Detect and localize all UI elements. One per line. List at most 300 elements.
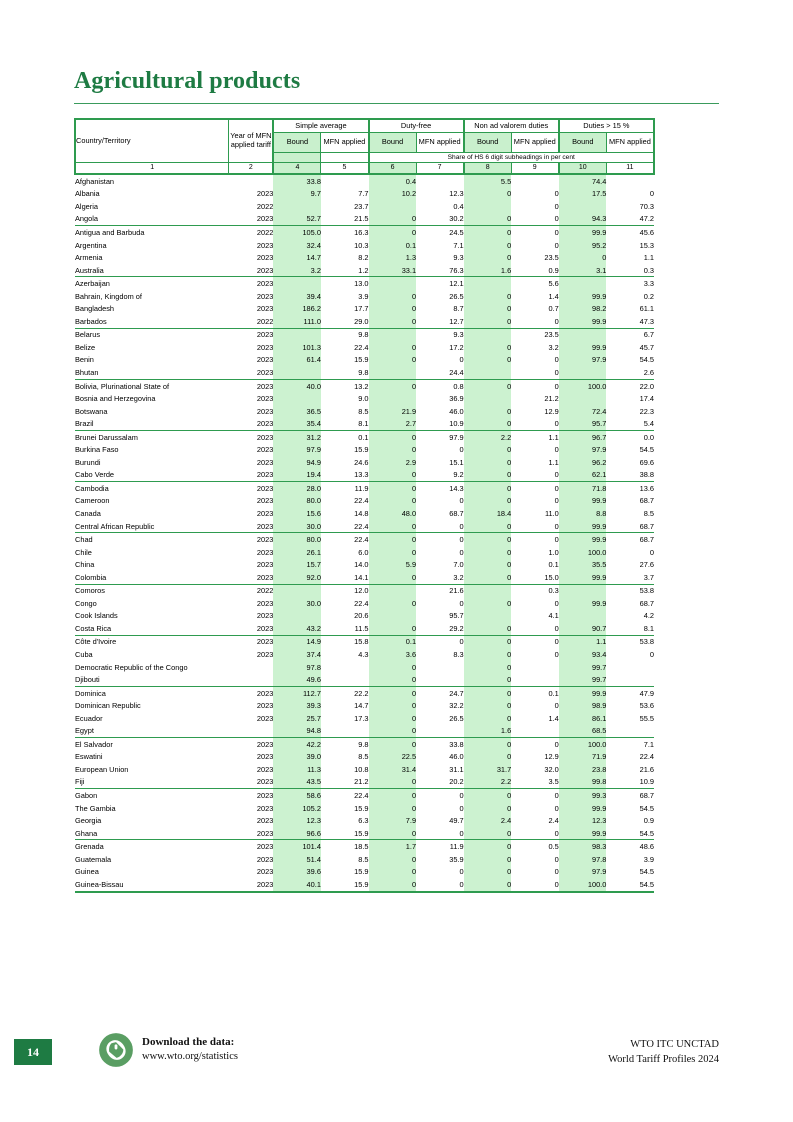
cell-year: 2023	[256, 253, 274, 263]
cell-value: 0	[464, 597, 512, 610]
cell-value: 10.8	[354, 764, 369, 774]
cell-year: 2023	[229, 827, 274, 840]
cell-value: 4.1	[548, 611, 559, 621]
cell-value	[464, 200, 512, 213]
cell-value: 22.0	[639, 381, 654, 391]
cell-value: 15.0	[511, 571, 559, 584]
cell-value: 54.5	[639, 355, 654, 365]
cell-country: Chile	[75, 547, 92, 557]
cell-country: Central African Republic	[75, 520, 229, 533]
cell-value: 68.7	[639, 535, 654, 545]
cell-value: 0	[464, 520, 512, 533]
table-row	[75, 507, 654, 520]
cell-value	[416, 725, 464, 738]
table-row	[75, 584, 654, 597]
cell-value: 93.4	[559, 648, 607, 661]
cell-value	[369, 200, 417, 213]
colnum-7: 7	[416, 163, 464, 175]
cell-country: Botswana	[75, 406, 108, 416]
cell-country: European Union	[75, 764, 129, 774]
cell-value: 17.3	[354, 713, 369, 723]
cell-value: 8.5	[358, 406, 369, 416]
cell-value: 0	[369, 533, 417, 546]
cell-value: 0	[554, 854, 559, 864]
cell-value: 80.0	[273, 495, 321, 508]
cell-value: 1.7	[369, 840, 417, 853]
cell-value: 13.0	[354, 279, 369, 289]
table-row	[75, 290, 654, 303]
table-row	[75, 213, 654, 226]
cell-year: 2023	[256, 650, 274, 659]
table-row	[75, 725, 654, 738]
cell-value: 0.7	[548, 304, 559, 314]
cell-value: 39.6	[273, 866, 321, 879]
cell-value: 22.3	[639, 406, 654, 416]
cell-value: 0	[459, 791, 464, 801]
table-row	[75, 597, 654, 610]
cell-value: 0	[369, 482, 417, 495]
cell-value: 32.4	[273, 239, 321, 252]
cell-value: 0	[464, 866, 512, 879]
cell-value	[416, 661, 464, 674]
cell-value: 99.9	[559, 520, 607, 533]
cell-value: 14.1	[321, 571, 369, 584]
cell-value: 18.4	[464, 507, 512, 520]
cell-country: Democratic Republic of the Congo	[75, 662, 188, 672]
cell-value: 99.9	[559, 290, 607, 303]
colnum-9: 9	[511, 163, 559, 175]
cell-value: 14.0	[354, 560, 369, 570]
cell-value: 0	[369, 354, 417, 367]
cell-country: Costa Rica	[75, 622, 229, 635]
cell-value	[511, 661, 559, 674]
cell-year: 2023	[256, 394, 274, 404]
cell-value	[511, 725, 559, 738]
cell-value: 0	[369, 213, 417, 226]
cell-country: Ghana	[75, 827, 229, 840]
cell-value: 1.2	[321, 264, 369, 277]
cell-value: 0	[554, 381, 559, 391]
cell-value: 0	[416, 827, 464, 840]
cell-value: 51.4	[273, 853, 321, 866]
cell-value: 7.7	[358, 189, 369, 199]
header-group-simple-average: Simple average	[273, 119, 368, 133]
cell-value: 0	[554, 791, 559, 801]
cell-value	[273, 610, 321, 623]
cell-value: 101.4	[273, 840, 321, 853]
cell-year: 2023	[256, 842, 274, 852]
cell-value: 54.5	[639, 445, 654, 455]
cell-value: 29.0	[321, 315, 369, 328]
cell-value: 0	[464, 661, 512, 674]
cell-value: 0	[464, 469, 512, 482]
table-row	[75, 302, 654, 315]
cell-value: 99.3	[559, 789, 607, 802]
table-row	[75, 853, 654, 866]
cell-year: 2023	[256, 406, 274, 416]
cell-value: 8.5	[358, 752, 369, 762]
page-title: Agricultural products	[74, 68, 301, 94]
cell-value: 5.6	[548, 279, 559, 289]
cell-value: 2.9	[369, 456, 417, 469]
cell-country: Dominican Republic	[75, 701, 141, 711]
cell-country: Chad	[75, 535, 93, 545]
cell-value: 53.8	[639, 586, 654, 596]
cell-year	[229, 174, 274, 188]
cell-value: 24.5	[449, 227, 464, 237]
cell-value	[321, 661, 369, 674]
cell-value: 0	[464, 558, 512, 571]
cell-value: 1.3	[369, 251, 417, 264]
cell-value: 43.2	[273, 622, 321, 635]
cell-value: 0	[369, 738, 417, 751]
cell-value: 0	[464, 354, 512, 367]
cell-value: 0	[464, 456, 512, 469]
cell-value: 0	[511, 827, 559, 840]
cell-country: Dominica	[75, 688, 106, 698]
cell-year: 2023	[256, 189, 274, 199]
cell-value: 2.4	[548, 816, 559, 826]
cell-value	[511, 673, 559, 686]
cell-value: 0	[464, 827, 512, 840]
cell-country: Barbados	[75, 315, 229, 328]
cell-value: 21.9	[369, 405, 417, 418]
cell-country: Ecuador	[75, 713, 103, 723]
cell-value	[559, 584, 607, 597]
cell-value: 0	[464, 622, 512, 635]
cell-value: 99.9	[559, 802, 607, 815]
cell-value: 12.3	[559, 814, 607, 827]
colnum-4: 4	[273, 163, 321, 175]
cell-value: 15.1	[449, 457, 464, 467]
cell-value: 12.7	[416, 315, 464, 328]
cell-value: 97.9	[559, 443, 607, 456]
cell-value: 15.6	[273, 507, 321, 520]
cell-value: 36.9	[449, 394, 464, 404]
cell-value: 32.0	[544, 764, 559, 774]
cell-value: 54.5	[606, 878, 654, 892]
cell-value: 0	[464, 482, 512, 495]
cell-value: 23.5	[544, 330, 559, 340]
cell-value: 25.7	[273, 712, 321, 725]
cell-year: 2023	[256, 304, 274, 314]
table-row	[75, 673, 654, 686]
cell-country: Bahrain, Kingdom of	[75, 291, 142, 301]
table-row	[75, 392, 654, 405]
cell-value: 23.7	[354, 201, 369, 211]
cell-year: 2023	[256, 508, 274, 518]
cell-year: 2023	[256, 560, 274, 570]
cell-value: 1.6	[464, 264, 512, 277]
cell-year: 2023	[256, 791, 274, 801]
cell-country: Bhutan	[75, 366, 229, 379]
cell-value	[559, 610, 607, 623]
cell-value: 0	[369, 226, 417, 239]
table-row	[75, 469, 654, 482]
download-url[interactable]: www.wto.org/statistics	[142, 1051, 238, 1063]
table-row	[75, 533, 654, 546]
cell-year: 2023	[256, 854, 274, 864]
cell-value: 0	[554, 445, 559, 455]
header-sub-bound-duties15: Bound	[559, 133, 607, 153]
cell-country: Afghanistan	[75, 176, 115, 186]
table-row	[75, 456, 654, 469]
cell-value: 9.8	[358, 330, 369, 340]
cell-value: 69.6	[639, 457, 654, 467]
cell-value: 46.0	[449, 752, 464, 762]
cell-value	[559, 392, 607, 405]
cell-value: 100.0	[559, 878, 607, 892]
cell-value: 96.6	[273, 827, 321, 840]
cell-value: 21.2	[321, 776, 369, 789]
cell-country: Côte d'Ivoire	[75, 637, 117, 647]
cell-value: 17.2	[449, 342, 464, 352]
cell-year: 2023	[256, 496, 274, 506]
cell-year: 2023	[256, 240, 274, 250]
cell-value: 1.1	[548, 432, 559, 442]
cell-value: 3.5	[511, 776, 559, 789]
cell-value: 0	[554, 189, 559, 199]
cell-value: 0	[511, 878, 559, 892]
cell-value: 39.0	[273, 751, 321, 764]
cell-value: 99.9	[559, 341, 607, 354]
cell-value: 0	[511, 520, 559, 533]
cell-country: Cambodia	[75, 483, 109, 493]
table-row	[75, 328, 654, 341]
cell-value: 0	[369, 495, 417, 508]
cell-value: 10.9	[606, 776, 654, 789]
cell-value: 11.9	[354, 483, 369, 493]
cell-value: 0	[369, 520, 417, 533]
cell-country: Brunei Darussalam	[75, 432, 138, 442]
cell-value: 45.7	[639, 342, 654, 352]
cell-value: 0.4	[369, 174, 417, 188]
cell-value: 27.6	[639, 560, 654, 570]
cell-value	[273, 584, 321, 597]
cell-value: 98.2	[559, 302, 607, 315]
header-year: Year of MFN applied tariff	[229, 119, 274, 163]
cell-value: 0.0	[643, 432, 654, 442]
cell-value: 49.6	[273, 673, 321, 686]
cell-value: 13.3	[321, 469, 369, 482]
cell-value: 0.9	[643, 816, 654, 826]
table-header	[75, 119, 654, 174]
cell-value: 3.2	[273, 264, 321, 277]
cell-country: Cameroon	[75, 496, 110, 506]
cell-value: 0	[369, 878, 417, 892]
cell-country: Georgia	[75, 816, 102, 826]
cell-value: 47.9	[639, 688, 654, 698]
cell-year: 2022	[256, 586, 274, 596]
cell-value: 42.2	[273, 738, 321, 751]
cell-country: Fiji	[75, 776, 229, 789]
cell-year: 2023	[256, 611, 274, 621]
cell-value: 1.6	[464, 725, 512, 738]
colnum-8: 8	[464, 163, 512, 175]
cell-value: 0	[459, 598, 464, 608]
cell-year: 2023	[256, 535, 274, 545]
cell-value: 33.1	[369, 264, 417, 277]
cell-value: 0	[464, 213, 512, 226]
cell-value: 0	[369, 290, 417, 303]
cell-country: Gabon	[75, 791, 98, 801]
cell-value: 31.7	[464, 763, 512, 776]
cell-year: 2023	[256, 445, 274, 455]
cell-value: 0	[369, 430, 417, 443]
cell-year: 2023	[256, 739, 274, 749]
header-country: Country/Territory	[75, 119, 229, 163]
table-row	[75, 430, 654, 443]
table-row	[75, 699, 654, 712]
cell-value: 111.0	[273, 315, 321, 328]
cell-value: 7.9	[369, 814, 417, 827]
table-row	[75, 354, 654, 367]
cell-value: 58.6	[273, 789, 321, 802]
table-row	[75, 648, 654, 661]
table-row	[75, 482, 654, 495]
cell-value: 8.1	[606, 622, 654, 635]
cell-country: Belize	[75, 342, 96, 352]
cell-value: 6.3	[358, 816, 369, 826]
cell-value: 74.4	[559, 174, 607, 188]
table-row	[75, 789, 654, 802]
cell-value: 2.6	[606, 366, 654, 379]
cell-value: 99.9	[559, 686, 607, 699]
cell-value: 26.5	[449, 291, 464, 301]
cell-value: 99.9	[559, 571, 607, 584]
cell-country: Belarus	[75, 330, 101, 340]
cell-value: 0	[554, 483, 559, 493]
cell-value: 54.5	[639, 803, 654, 813]
cell-country: Argentina	[75, 240, 107, 250]
cell-value: 11.0	[544, 508, 559, 518]
cell-value	[321, 673, 369, 686]
organisations-line: WTO ITC UNCTAD	[630, 1039, 719, 1050]
cell-value: 71.9	[559, 751, 607, 764]
download-data-block[interactable]	[98, 1032, 238, 1068]
table-row	[75, 712, 654, 725]
cell-value: 19.4	[273, 469, 321, 482]
cell-year	[229, 661, 274, 674]
cell-country: Comoros	[75, 586, 105, 596]
cell-value: 105.2	[273, 802, 321, 815]
cell-value	[273, 277, 321, 290]
cell-value	[416, 174, 464, 188]
cell-value	[606, 661, 654, 674]
cell-value: 3.9	[643, 854, 654, 864]
cell-value: 99.8	[559, 776, 607, 789]
cell-value: 0	[464, 789, 512, 802]
cell-value: 33.8	[273, 174, 321, 188]
cell-value: 15.3	[639, 240, 654, 250]
cell-year: 2023	[229, 264, 274, 277]
page-number-badge: 14	[14, 1039, 52, 1065]
cell-value: 0.2	[643, 291, 654, 301]
cell-value: 30.0	[273, 597, 321, 610]
cell-value: 23.8	[559, 763, 607, 776]
cell-year: 2023	[229, 878, 274, 892]
cell-value: 40.0	[273, 379, 321, 392]
cell-value: 21.2	[544, 394, 559, 404]
cell-value: 8.1	[321, 417, 369, 430]
cell-year: 2023	[256, 432, 274, 442]
cell-year: 2022	[256, 227, 274, 237]
cell-value: 9.8	[321, 366, 369, 379]
table-row	[75, 878, 654, 892]
table-row	[75, 341, 654, 354]
cell-value	[369, 366, 417, 379]
table-body	[75, 174, 654, 892]
cell-value: 24.6	[354, 457, 369, 467]
table-row	[75, 840, 654, 853]
cell-value: 0	[464, 533, 512, 546]
cell-value: 11.5	[321, 622, 369, 635]
cell-country: Angola	[75, 213, 229, 226]
cell-country: Egypt	[75, 725, 229, 738]
cell-country: El Salvador	[75, 739, 113, 749]
cell-value: 112.7	[273, 686, 321, 699]
cell-value: 0	[649, 650, 654, 659]
cell-value: 35.9	[449, 854, 464, 864]
cell-value: 30.2	[416, 213, 464, 226]
cell-value: 53.8	[639, 637, 654, 647]
cell-value: 0	[369, 443, 417, 456]
cell-value: 18.5	[354, 842, 369, 852]
cell-value: 100.0	[559, 546, 607, 559]
cell-value: 9.0	[358, 394, 369, 404]
cell-year: 2022	[256, 201, 274, 211]
cell-value: 0	[369, 789, 417, 802]
cell-value: 0	[459, 355, 464, 365]
table-row	[75, 635, 654, 648]
cell-value: 5.9	[369, 558, 417, 571]
header-sub-mfn-nonadval: MFN applied	[511, 133, 559, 153]
cell-value: 0	[369, 571, 417, 584]
cell-value: 21.6	[449, 586, 464, 596]
cell-value: 0	[369, 661, 417, 674]
cell-value: 92.0	[273, 571, 321, 584]
cell-country: Congo	[75, 598, 97, 608]
cell-value: 11.3	[273, 763, 321, 776]
cell-value: 68.7	[639, 496, 654, 506]
cell-value: 5.4	[606, 417, 654, 430]
cell-country: Guinea	[75, 867, 99, 877]
cell-value: 3.7	[606, 571, 654, 584]
cell-value: 0	[554, 637, 559, 647]
cell-value: 96.7	[559, 430, 607, 443]
colnum-11: 11	[606, 163, 654, 175]
cell-value: 0	[369, 712, 417, 725]
cell-value: 97.8	[273, 661, 321, 674]
cell-value: 0.3	[548, 586, 559, 596]
cell-year: 2022	[229, 315, 274, 328]
cell-value: 12.3	[449, 189, 464, 199]
cell-value	[273, 392, 321, 405]
cell-value: 0	[459, 535, 464, 545]
cell-value: 0.3	[606, 264, 654, 277]
cell-value: 95.7	[449, 611, 464, 621]
cell-value: 0	[369, 469, 417, 482]
cell-value: 0	[554, 867, 559, 877]
cell-value: 76.3	[416, 264, 464, 277]
cell-value: 39.4	[273, 290, 321, 303]
table-row	[75, 251, 654, 264]
cell-value: 1.4	[548, 291, 559, 301]
cell-value: 14.8	[354, 508, 369, 518]
cell-value: 0	[464, 379, 512, 392]
cell-value: 0	[369, 379, 417, 392]
cell-value: 72.4	[559, 405, 607, 418]
